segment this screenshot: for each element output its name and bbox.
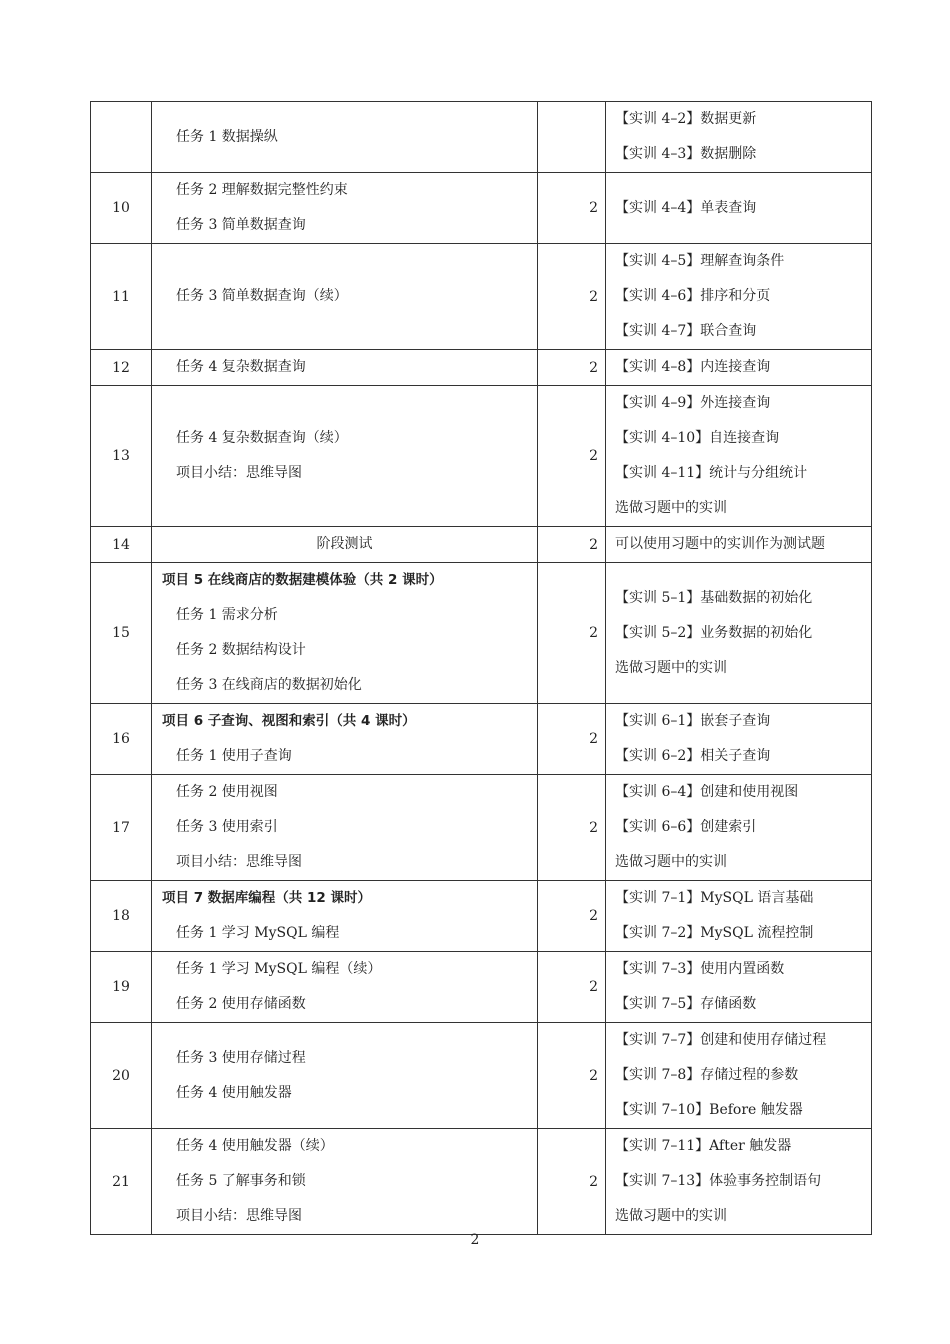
table-row: [91, 704, 872, 775]
table-row: [91, 350, 872, 386]
task-line: 任务 1 学习 MySQL 编程: [176, 925, 340, 941]
week-cell: 12: [91, 350, 152, 386]
schedule-body: [91, 102, 872, 1235]
week-cell: 14: [91, 527, 152, 563]
task-cell: [152, 386, 538, 527]
lab-cell: [606, 952, 872, 1023]
task-line: 任务 2 数据结构设计: [176, 642, 306, 658]
week-cell: [91, 102, 152, 173]
lab-line: 【实训 6–6】创建索引: [615, 819, 757, 835]
hours-cell: [538, 102, 606, 173]
task-line: 任务 1 学习 MySQL 编程（续）: [176, 961, 382, 977]
hours-cell: 2: [538, 881, 606, 952]
week-cell: 11: [91, 244, 152, 350]
table-row: [91, 244, 872, 350]
task-cell: [152, 1023, 538, 1129]
table-row: [91, 952, 872, 1023]
lab-line: 【实训 4–2】数据更新: [615, 111, 757, 127]
task-line: 任务 1 数据操纵: [176, 128, 278, 145]
hours-cell: 2: [538, 244, 606, 350]
task-cell: [152, 563, 538, 704]
lab-line: 【实训 4–8】内连接查询: [615, 359, 771, 375]
lab-line: 【实训 4–10】自连接查询: [615, 430, 780, 446]
task-line: 任务 3 使用存储过程: [176, 1049, 306, 1066]
hours-cell: 2: [538, 1129, 606, 1235]
lab-cell: [606, 173, 872, 244]
lab-line: 【实训 7–8】存储过程的参数: [615, 1067, 799, 1083]
lab-line: 【实训 7–2】MySQL 流程控制: [615, 925, 814, 941]
lab-cell: [606, 350, 872, 386]
task-line: 任务 4 复杂数据查询（续）: [176, 430, 348, 446]
table-row: [91, 775, 872, 881]
lab-cell: [606, 386, 872, 527]
task-line: 任务 2 使用视图: [176, 784, 278, 800]
table-row: [91, 173, 872, 244]
hours-cell: 2: [538, 775, 606, 881]
lab-line: 选做习题中的实训: [615, 500, 727, 516]
lab-line: 【实训 7–7】创建和使用存储过程: [615, 1032, 827, 1048]
hours-cell: 2: [538, 386, 606, 527]
week-cell: 15: [91, 563, 152, 704]
task-line: 项目小结：思维导图: [176, 854, 302, 870]
week-cell: 10: [91, 173, 152, 244]
lab-line: 【实训 6–1】嵌套子查询: [615, 713, 771, 729]
task-line: 任务 3 在线商店的数据初始化: [176, 677, 362, 693]
task-cell: [152, 527, 538, 563]
task-line: 任务 4 使用触发器（续）: [176, 1138, 334, 1154]
table-row: [91, 1129, 872, 1235]
task-cell: [152, 1129, 538, 1235]
lab-cell: [606, 563, 872, 704]
task-cell: [152, 704, 538, 775]
lab-line: 【实训 7–10】Before 触发器: [615, 1102, 803, 1118]
hours-cell: 2: [538, 173, 606, 244]
lab-cell: [606, 527, 872, 563]
hours-cell: 2: [538, 527, 606, 563]
lab-line: 【实训 5–1】基础数据的初始化: [615, 589, 813, 606]
task-line: 任务 5 了解事务和锁: [176, 1173, 306, 1189]
lab-line: 选做习题中的实训: [615, 1208, 727, 1224]
week-cell: 13: [91, 386, 152, 527]
task-line: 任务 1 使用子查询: [176, 748, 292, 764]
lab-line: 可以使用习题中的实训作为测试题: [615, 536, 825, 552]
task-line: 任务 2 使用存储函数: [176, 996, 306, 1012]
week-cell: 17: [91, 775, 152, 881]
lab-line: 【实训 6–4】创建和使用视图: [615, 784, 799, 800]
lab-line: 【实训 4–9】外连接查询: [615, 395, 771, 411]
task-cell: [152, 952, 538, 1023]
lab-line: 选做习题中的实训: [615, 659, 727, 676]
hours-cell: 2: [538, 350, 606, 386]
lab-cell: [606, 775, 872, 881]
task-line: 项目小结：思维导图: [176, 1208, 302, 1224]
page-number: 2: [470, 1232, 480, 1248]
lab-line: 【实训 4–7】联合查询: [615, 323, 757, 339]
hours-cell: 2: [538, 1023, 606, 1129]
lab-line: 【实训 7–1】MySQL 语言基础: [615, 890, 814, 906]
table-row: [91, 563, 872, 704]
week-cell: 16: [91, 704, 152, 775]
table-row: [91, 386, 872, 527]
project-heading: 项目 5 在线商店的数据建模体验（共 2 课时）: [162, 572, 443, 588]
task-cell: [152, 102, 538, 173]
lab-line: 【实训 7–5】存储函数: [615, 996, 757, 1012]
task-cell: [152, 775, 538, 881]
lab-cell: [606, 1129, 872, 1235]
lab-line: 【实训 4–6】排序和分页: [615, 288, 771, 304]
task-line: 项目小结：思维导图: [176, 465, 302, 481]
lab-line: 选做习题中的实训: [615, 854, 727, 870]
lab-line: 【实训 4–5】理解查询条件: [615, 253, 785, 269]
task-line: 阶段测试: [316, 536, 373, 552]
lab-line: 【实训 7–11】After 触发器: [615, 1138, 792, 1154]
table-row: [91, 102, 872, 173]
task-cell: [152, 173, 538, 244]
week-cell: 20: [91, 1023, 152, 1129]
project-heading: 项目 7 数据库编程（共 12 课时）: [162, 890, 371, 906]
task-line: 任务 4 使用触发器: [176, 1084, 292, 1101]
lab-line: 【实训 4–4】单表查询: [615, 199, 757, 216]
task-line: 任务 1 需求分析: [176, 607, 278, 623]
week-cell: 18: [91, 881, 152, 952]
lab-cell: [606, 704, 872, 775]
lab-cell: [606, 1023, 872, 1129]
week-cell: 19: [91, 952, 152, 1023]
hours-cell: 2: [538, 704, 606, 775]
project-heading: 项目 6 子查询、视图和索引（共 4 课时）: [162, 713, 416, 729]
hours-cell: 2: [538, 563, 606, 704]
task-line: 任务 4 复杂数据查询: [176, 359, 306, 375]
hours-cell: 2: [538, 952, 606, 1023]
table-row: [91, 881, 872, 952]
lab-line: 【实训 7–13】体验事务控制语句: [615, 1173, 822, 1189]
table-row: [91, 527, 872, 563]
lab-cell: [606, 244, 872, 350]
task-line: 任务 3 简单数据查询: [176, 217, 306, 233]
lab-line: 【实训 4–11】统计与分组统计: [615, 465, 808, 481]
task-cell: [152, 244, 538, 350]
task-cell: [152, 881, 538, 952]
lab-cell: [606, 881, 872, 952]
lab-cell: [606, 102, 872, 173]
lab-line: 【实训 6–2】相关子查询: [615, 748, 771, 764]
table-row: [91, 1023, 872, 1129]
task-line: 任务 3 简单数据查询（续）: [176, 288, 348, 304]
task-line: 任务 2 理解数据完整性约束: [176, 182, 348, 198]
lab-line: 【实训 5–2】业务数据的初始化: [615, 624, 813, 641]
task-cell: [152, 350, 538, 386]
lab-line: 【实训 4–3】数据删除: [615, 146, 757, 162]
week-cell: 21: [91, 1129, 152, 1235]
task-line: 任务 3 使用索引: [176, 819, 278, 835]
lab-line: 【实训 7–3】使用内置函数: [615, 961, 785, 977]
schedule-table: [90, 101, 872, 1235]
